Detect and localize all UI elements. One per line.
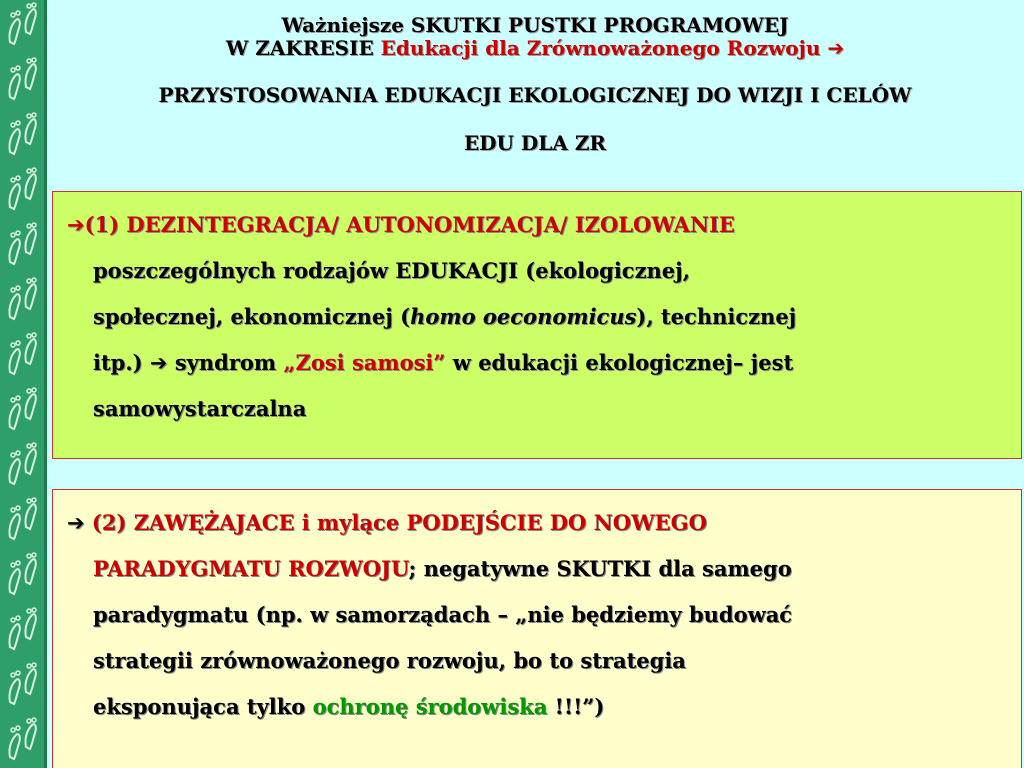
title-line-1: Ważniejsze SKUTKI PUSTKI PROGRAMOWEJ <box>281 13 789 37</box>
footprint-icon <box>4 332 40 376</box>
latin-term: homo oeconomicus <box>410 304 637 329</box>
footprint-icon <box>4 57 40 101</box>
footprint-icon <box>4 442 40 486</box>
point-1-heading-line <box>67 202 1001 248</box>
footprint-icon <box>4 277 40 321</box>
point-1-heading: (1) DEZINTEGRACJA/ AUTONOMIZACJA/ IZOLOWANIE <box>84 212 735 237</box>
footprint-icon <box>4 662 40 706</box>
point-2-heading-line <box>67 500 1001 546</box>
title-highlight: Edukacji dla Zrównoważonego Rozwoju <box>380 36 821 60</box>
point-2-line-5: eksponująca tylko ochronę środowiska !!!”) <box>93 694 605 719</box>
slide-title <box>50 14 1020 155</box>
point-2-line-4: strategii zrównoważonego rozwoju, bo to strategia <box>93 648 686 673</box>
arrow-icon: ➔ <box>67 213 85 237</box>
point-1-text <box>67 202 1001 432</box>
point-2-box <box>52 489 1022 768</box>
title-line-4: EDU DLA ZR <box>463 131 607 155</box>
footprint-icon <box>4 222 40 266</box>
footprint-icon <box>4 167 40 211</box>
zosi-samosi-phrase: „Zosi samosi” <box>283 350 446 375</box>
point-2-heading: (2) ZAWĘŻAJACE i mylące PODEJŚCIE DO NOWEGO <box>84 510 707 535</box>
footprint-icon <box>4 607 40 651</box>
point-1-line-2: poszczególnych rodzajów EDUKACJI (ekologicznej, <box>93 258 691 283</box>
footprint-icon <box>4 387 40 431</box>
footprint-sidebar <box>0 0 47 768</box>
footprint-icon <box>4 717 40 761</box>
point-2-line-2: PARADYGMATU ROZWOJU; negatywne SKUTKI dla samego <box>93 556 792 581</box>
point-1-line-4: itp.) ➔ syndrom „Zosi samosi” w edukacji ekologicznej– jest <box>93 350 794 375</box>
footprint-icon <box>4 2 40 46</box>
arrow-icon: ➔ <box>149 351 168 375</box>
title-line-2: W ZAKRESIE Edukacji dla Zrównoważonego Rozwoju ➔ <box>225 36 845 60</box>
footprint-icon <box>4 497 40 541</box>
point-2-text <box>67 500 1001 730</box>
arrow-icon: ➔ <box>67 511 85 535</box>
point-2-line-3: paradygmatu (np. w samorządach – „nie będziemy budować <box>93 602 793 627</box>
footprint-icon <box>4 112 40 156</box>
point-1-line-3: społecznej, ekonomicznej (homo oeconomicus), technicznej <box>93 304 797 329</box>
point-1-box <box>52 191 1022 459</box>
point-1-line-5: samowystarczalna <box>93 396 307 421</box>
arrow-icon: ➔ <box>827 36 845 60</box>
footprint-icon <box>4 552 40 596</box>
environment-phrase: ochronę środowiska <box>312 694 548 719</box>
title-line-3: PRZYSTOSOWANIA EDUKACJI EKOLOGICZNEJ DO WIZJI I CELÓW <box>158 83 912 107</box>
